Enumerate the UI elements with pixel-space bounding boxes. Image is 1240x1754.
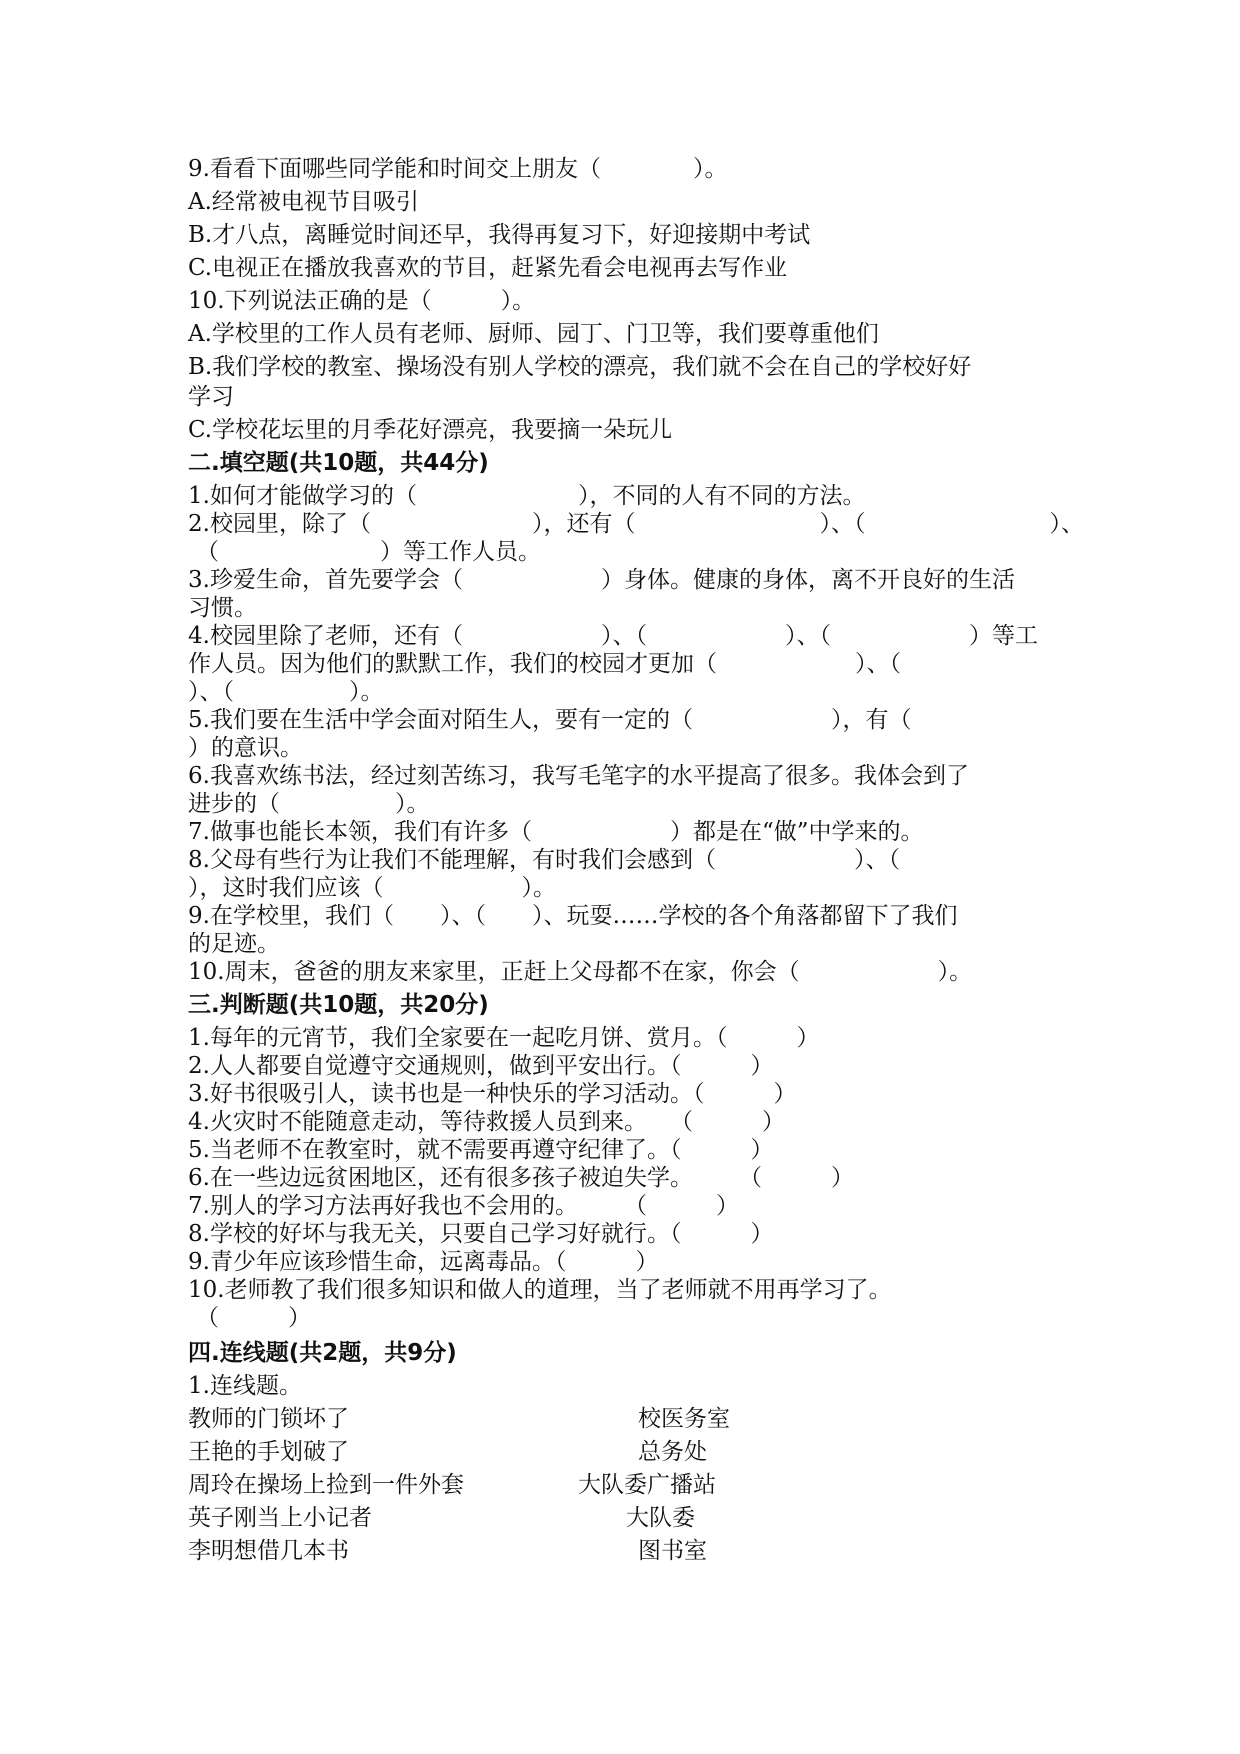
- option-10a: A.学校里的工作人员有老师、厨师、园丁、门卫等，我们要尊重他们: [188, 321, 879, 347]
- judge-line: 5.当老师不在教室时，就不需要再遵守纪律了。（ ）: [188, 1137, 774, 1163]
- judge-line: 1.每年的元宵节，我们全家要在一起吃月饼、赏月。（ ）: [188, 1025, 820, 1051]
- option-10b: B.我们学校的教室、操场没有别人学校的漂亮，我们就不会在自己的学校好好: [188, 354, 972, 380]
- match-right-item: 大队委广播站: [578, 1472, 716, 1498]
- fill-line: 3.珍爱生命，首先要学会（ ）身体。健康的身体，离不开良好的生活: [188, 567, 1015, 593]
- match-left-item: 李明想借几本书: [188, 1538, 349, 1564]
- fill-line: 8.父母有些行为让我们不能理解，有时我们会感到（ ）、（: [188, 847, 900, 873]
- fill-line: 1.如何才能做学习的（ ），不同的人有不同的方法。: [188, 483, 866, 509]
- judge-line: 7.别人的学习方法再好我也不会用的。 （ ）: [188, 1193, 739, 1219]
- option-9c: C.电视正在播放我喜欢的节目，赶紧先看会电视再去写作业: [188, 255, 788, 281]
- fill-line: 作人员。因为他们的默默工作，我们的校园才更加（ ）、（: [188, 651, 901, 677]
- fill-line: 2.校园里，除了（ ），还有（ ）、（ ）、: [188, 511, 1084, 537]
- fill-line: 10.周末，爸爸的朋友来家里，正赶上父母都不在家，你会（ ）。: [188, 959, 973, 985]
- section-heading-judge: 三.判断题(共10题，共20分): [188, 992, 489, 1018]
- judge-line: 10.老师教了我们很多知识和做人的道理，当了老师就不用再学习了。: [188, 1277, 892, 1303]
- option-9a: A.经常被电视节目吸引: [188, 189, 419, 215]
- match-right-item: 总务处: [638, 1439, 707, 1465]
- match-right-item: 校医务室: [638, 1406, 730, 1432]
- fill-line: ）、（ ）。: [188, 679, 384, 705]
- question-10: 10.下列说法正确的是（ ）。: [188, 288, 536, 314]
- fill-line: ），这时我们应该（ ）。: [188, 875, 556, 901]
- match-left-item: 英子刚当上小记者: [188, 1505, 372, 1531]
- match-left-item: 教师的门锁坏了: [188, 1406, 349, 1432]
- question-9: 9.看看下面哪些同学能和时间交上朋友（ ）。: [188, 156, 728, 182]
- judge-line: 8.学校的好坏与我无关，只要自己学习好就行。（ ）: [188, 1221, 774, 1247]
- fill-line: 7.做事也能长本领，我们有许多（ ）都是在“做”中学来的。: [188, 819, 924, 845]
- fill-line: 的足迹。: [188, 931, 280, 957]
- fill-line: ）的意识。: [188, 735, 303, 761]
- judge-line: 2.人人都要自觉遵守交通规则，做到平安出行。（ ）: [188, 1053, 774, 1079]
- section-heading-fill: 二.填空题(共10题，共44分): [188, 450, 489, 476]
- option-9b: B.才八点，离睡觉时间还早，我得再复习下，好迎接期中考试: [188, 222, 811, 248]
- fill-line: 9.在学校里，我们（ ）、（ ）、玩耍……学校的各个角落都留下了我们: [188, 903, 958, 929]
- option-10c: C.学校花坛里的月季花好漂亮，我要摘一朵玩儿: [188, 417, 673, 443]
- judge-line: 6.在一些边远贫困地区，还有很多孩子被迫失学。 （ ）: [188, 1165, 854, 1191]
- fill-line: 习惯。: [188, 595, 257, 621]
- fill-line: 4.校园里除了老师，还有（ ）、（ ）、（ ）等工: [188, 623, 1038, 649]
- match-right-item: 大队委: [626, 1505, 695, 1531]
- fill-line: 6.我喜欢练书法，经过刻苦练习，我写毛笔字的水平提高了很多。我体会到了: [188, 763, 969, 789]
- option-10b-cont: 学习: [188, 384, 234, 410]
- judge-line: 4.火灾时不能随意走动，等待救援人员到来。 （ ）: [188, 1109, 785, 1135]
- match-question-1: 1.连线题。: [188, 1373, 302, 1399]
- match-right-item: 图书室: [638, 1538, 707, 1564]
- fill-line: 5.我们要在生活中学会面对陌生人，要有一定的（ ），有（: [188, 707, 912, 733]
- judge-line: 3.好书很吸引人，读书也是一种快乐的学习活动。（ ）: [188, 1081, 797, 1107]
- section-heading-match: 四.连线题(共2题，共9分): [188, 1340, 457, 1366]
- fill-line: （ ）等工作人员。: [196, 539, 541, 565]
- match-left-item: 王艳的手划破了: [188, 1439, 349, 1465]
- judge-line: 9.青少年应该珍惜生命，远离毒品。（ ）: [188, 1249, 659, 1275]
- fill-line: 进步的（ ）。: [188, 791, 430, 817]
- match-left-item: 周玲在操场上捡到一件外套: [188, 1472, 464, 1498]
- judge-line: （ ）: [196, 1305, 311, 1331]
